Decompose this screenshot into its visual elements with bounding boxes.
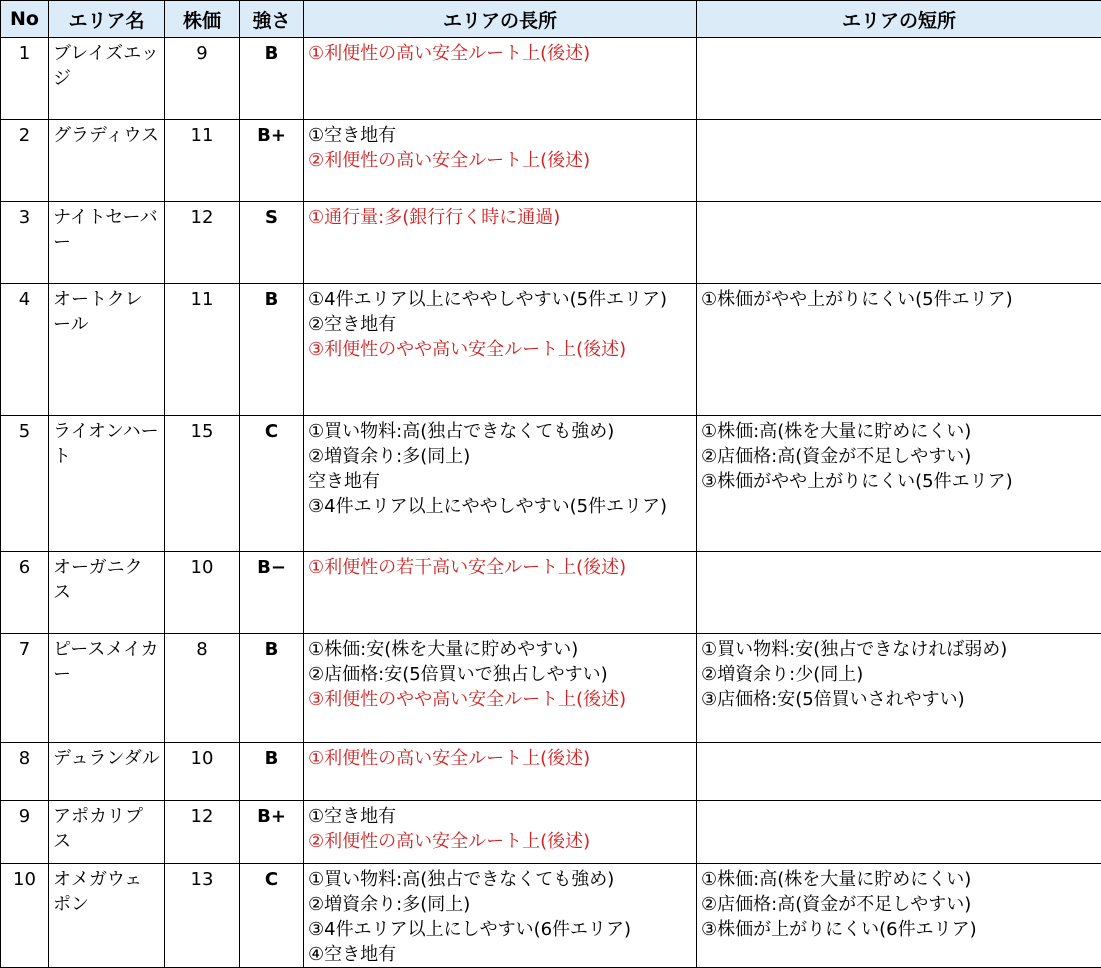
table-row [1, 864, 1101, 968]
stock-price: 11 [165, 120, 240, 202]
area-pros [304, 801, 697, 864]
area-name: デュランダル [49, 743, 165, 801]
stock-price: 8 [165, 634, 240, 743]
area-name: ブレイズエッジ [49, 38, 165, 120]
area-name: ライオンハート [49, 416, 165, 552]
pro-item: ①買い物料:高(独占できなくても強め) [308, 867, 692, 892]
pro-item: ②利便性の高い安全ルート上(後述) [308, 829, 692, 854]
strength-rank: B+ [240, 801, 304, 864]
area-pros [304, 284, 697, 416]
con-item: ①株価がやや上がりにくい(5件エリア) [701, 287, 1097, 312]
header-pros: エリアの長所 [304, 1, 697, 38]
table-row [1, 416, 1101, 552]
strength-rank: B− [240, 552, 304, 634]
row-number: 3 [1, 202, 49, 284]
stock-price: 11 [165, 284, 240, 416]
table-row [1, 634, 1101, 743]
pro-item: ②増資余り:多(同上) [308, 892, 692, 917]
row-number: 9 [1, 801, 49, 864]
pro-item: ①買い物料:高(独占できなくても強め) [308, 419, 692, 444]
area-cons [697, 634, 1101, 743]
strength-rank: B+ [240, 120, 304, 202]
area-name: オメガウェポン [49, 864, 165, 968]
pro-item: ④空き地有 [308, 942, 692, 967]
area-cons [697, 202, 1101, 284]
row-number: 6 [1, 552, 49, 634]
strength-rank: C [240, 864, 304, 968]
area-pros [304, 634, 697, 743]
area-cons [697, 552, 1101, 634]
strength-rank: S [240, 202, 304, 284]
header-no: No [1, 1, 49, 38]
header-strength: 強さ [240, 1, 304, 38]
pro-item: ①通行量:多(銀行行く時に通過) [308, 205, 692, 230]
con-item: ②店価格:高(資金が不足しやすい) [701, 892, 1097, 917]
area-pros [304, 743, 697, 801]
header-area-name: エリア名 [49, 1, 165, 38]
pro-item: ③4件エリア以上にしやすい(6件エリア) [308, 917, 692, 942]
pro-item: ①4件エリア以上にややしやすい(5件エリア) [308, 287, 692, 312]
strength-rank: B [240, 284, 304, 416]
pro-item: ②空き地有 [308, 312, 692, 337]
row-number: 10 [1, 864, 49, 968]
table-row [1, 284, 1101, 416]
con-item: ①株価:高(株を大量に貯めにくい) [701, 419, 1097, 444]
pro-item: ①利便性の若干高い安全ルート上(後述) [308, 555, 692, 580]
table-row [1, 38, 1101, 120]
area-cons [697, 120, 1101, 202]
stock-price: 12 [165, 202, 240, 284]
stock-price: 12 [165, 801, 240, 864]
strength-rank: C [240, 416, 304, 552]
header-cons: エリアの短所 [697, 1, 1101, 38]
stock-price: 15 [165, 416, 240, 552]
area-pros [304, 38, 697, 120]
row-number: 4 [1, 284, 49, 416]
pro-item: ①利便性の高い安全ルート上(後述) [308, 41, 692, 66]
area-pros [304, 416, 697, 552]
con-item: ③株価が上がりにくい(6件エリア) [701, 917, 1097, 942]
con-item: ②店価格:高(資金が不足しやすい) [701, 444, 1097, 469]
pro-item: ③利便性のやや高い安全ルート上(後述) [308, 687, 692, 712]
pro-item: 空き地有 [308, 469, 692, 494]
pro-item: ①空き地有 [308, 804, 692, 829]
strength-rank: B [240, 743, 304, 801]
row-number: 2 [1, 120, 49, 202]
area-pros [304, 202, 697, 284]
area-name: オートクレール [49, 284, 165, 416]
area-cons [697, 416, 1101, 552]
area-cons [697, 801, 1101, 864]
row-number: 1 [1, 38, 49, 120]
table-row [1, 202, 1101, 284]
stock-price: 13 [165, 864, 240, 968]
pro-item: ③4件エリア以上にややしやすい(5件エリア) [308, 494, 692, 519]
table-row [1, 552, 1101, 634]
con-item: ①株価:高(株を大量に貯めにくい) [701, 867, 1097, 892]
pro-item: ①株価:安(株を大量に貯めやすい) [308, 637, 692, 662]
header-row [1, 1, 1101, 38]
area-pros [304, 120, 697, 202]
area-cons [697, 284, 1101, 416]
pro-item: ②利便性の高い安全ルート上(後述) [308, 148, 692, 173]
row-number: 5 [1, 416, 49, 552]
pro-item: ①利便性の高い安全ルート上(後述) [308, 746, 692, 771]
area-name: ナイトセーバー [49, 202, 165, 284]
strength-rank: B [240, 38, 304, 120]
header-stock-price: 株価 [165, 1, 240, 38]
table-row [1, 801, 1101, 864]
row-number: 8 [1, 743, 49, 801]
area-pros [304, 552, 697, 634]
area-name: アポカリプス [49, 801, 165, 864]
con-item: ②増資余り:少(同上) [701, 662, 1097, 687]
stock-price: 9 [165, 38, 240, 120]
strength-rank: B [240, 634, 304, 743]
stock-price: 10 [165, 552, 240, 634]
pro-item: ①空き地有 [308, 123, 692, 148]
area-name: ピースメイカー [49, 634, 165, 743]
area-cons [697, 743, 1101, 801]
con-item: ③株価がやや上がりにくい(5件エリア) [701, 469, 1097, 494]
stock-price: 10 [165, 743, 240, 801]
pro-item: ②増資余り:多(同上) [308, 444, 692, 469]
con-item: ①買い物料:安(独占できなければ弱め) [701, 637, 1097, 662]
row-number: 7 [1, 634, 49, 743]
area-pros [304, 864, 697, 968]
pro-item: ③利便性のやや高い安全ルート上(後述) [308, 337, 692, 362]
area-name: グラディウス [49, 120, 165, 202]
con-item: ③店価格:安(5倍買いされやすい) [701, 687, 1097, 712]
area-cons [697, 864, 1101, 968]
area-cons [697, 38, 1101, 120]
table-row [1, 743, 1101, 801]
area-name: オーガニクス [49, 552, 165, 634]
pro-item: ②店価格:安(5倍買いで独占しやすい) [308, 662, 692, 687]
table-row [1, 120, 1101, 202]
